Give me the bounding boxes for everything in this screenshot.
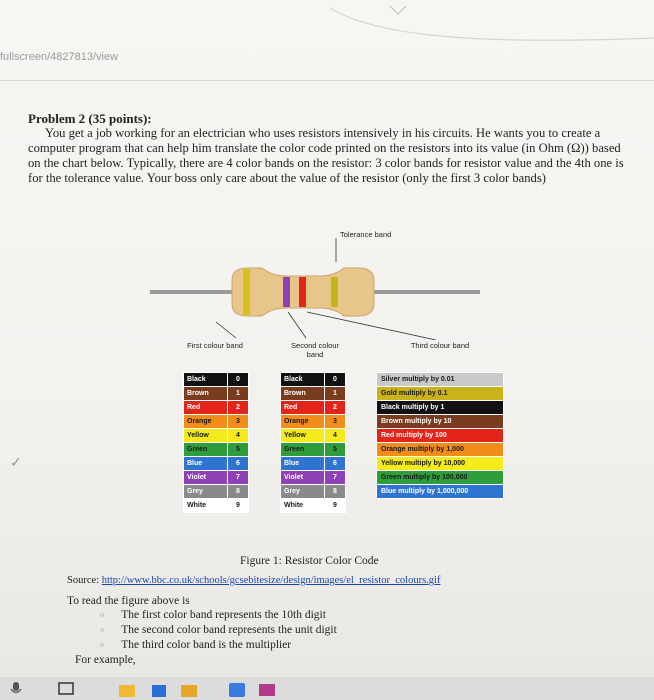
table-row	[281, 457, 346, 471]
second-color-value: 1	[325, 387, 346, 401]
second-color-value: 9	[325, 499, 346, 513]
table-row	[281, 471, 346, 485]
tolerance-band-label: Tolerance band	[340, 230, 392, 239]
multiplier-cell: Silver multiply by 0.01	[377, 373, 504, 387]
figure-source	[67, 575, 440, 586]
table-row	[377, 443, 504, 457]
table-row	[281, 401, 346, 415]
first-color-name: White	[184, 499, 228, 513]
second-color-name: Orange	[281, 415, 325, 429]
second-band-table	[280, 372, 346, 513]
table-row	[377, 457, 504, 471]
reading-instructions	[67, 594, 337, 653]
second-color-value: 8	[325, 485, 346, 499]
first-color-value: 1	[228, 387, 249, 401]
first-band-table	[183, 372, 249, 513]
table-row	[184, 471, 249, 485]
table-row	[377, 415, 504, 429]
third-pointer	[307, 312, 436, 340]
multiplier-cell: Orange multiply by 1,000	[377, 443, 504, 457]
second-color-name: White	[281, 499, 325, 513]
figure-caption: Figure 1: Resistor Color Code	[240, 555, 379, 567]
table-row	[377, 373, 504, 387]
table-row	[281, 499, 346, 513]
table-row	[377, 429, 504, 443]
second-color-name: Grey	[281, 485, 325, 499]
multiplier-table	[376, 372, 504, 499]
table-row	[281, 373, 346, 387]
first-color-value: 7	[228, 471, 249, 485]
second-color-value: 2	[325, 401, 346, 415]
second-color-name: Violet	[281, 471, 325, 485]
table-row	[377, 485, 504, 499]
second-color-name: Red	[281, 401, 325, 415]
folder-icon[interactable]	[180, 682, 198, 698]
second-color-name: Green	[281, 443, 325, 457]
multiplier-cell: Black multiply by 1	[377, 401, 504, 415]
resistor-illustration	[0, 0, 654, 340]
url-fragment: fullscreen/4827813/view	[0, 51, 119, 63]
band-second	[283, 277, 290, 307]
table-row	[184, 499, 249, 513]
table-row	[184, 429, 249, 443]
first-color-value: 4	[228, 429, 249, 443]
store-icon[interactable]	[150, 682, 168, 698]
problem-heading: Problem 2 (35 points):	[28, 111, 152, 126]
problem-paragraph: You get a job working for an electrician who uses resistors intensively in his circuits. He wants you to create a computer program that can help him translate the color code printed on the resistors into its value (in Ohm (Ω)) based on the chart below. Typically, there are 4 color bands on the resistor: 3 color bands for resistor value and the 4th one is for the tolerance value. Your boss only care about the value of the resistor (only the first 3 color bands)	[28, 126, 624, 185]
table-row	[281, 443, 346, 457]
band-third	[299, 277, 306, 307]
table-row	[281, 485, 346, 499]
first-color-value: 3	[228, 415, 249, 429]
mail-icon[interactable]	[258, 682, 276, 698]
second-color-name: Black	[281, 373, 325, 387]
first-color-value: 2	[228, 401, 249, 415]
first-color-name: Violet	[184, 471, 228, 485]
table-row	[184, 373, 249, 387]
multiplier-cell: Brown multiply by 10	[377, 415, 504, 429]
second-color-name: Yellow	[281, 429, 325, 443]
table-row	[184, 443, 249, 457]
second-color-value: 5	[325, 443, 346, 457]
table-row	[184, 457, 249, 471]
table-row	[281, 429, 346, 443]
table-row	[377, 387, 504, 401]
microphone-icon[interactable]	[8, 682, 24, 696]
table-row	[184, 401, 249, 415]
margin-mark: ✓	[10, 456, 22, 471]
second-color-value: 4	[325, 429, 346, 443]
table-row	[184, 387, 249, 401]
second-band-label: Second colour band	[291, 341, 339, 359]
first-color-name: Black	[184, 373, 228, 387]
for-example: For example,	[75, 654, 136, 666]
band-first	[243, 269, 250, 315]
first-color-name: Blue	[184, 457, 228, 471]
multiplier-cell: Yellow multiply by 10,000	[377, 457, 504, 471]
app-icon[interactable]	[228, 682, 246, 698]
table-row	[281, 387, 346, 401]
band-tolerance	[331, 277, 338, 307]
third-band-label: Third colour band	[410, 341, 470, 350]
first-color-value: 5	[228, 443, 249, 457]
multiplier-cell: Blue multiply by 1,000,000	[377, 485, 504, 499]
first-band-label: First colour band	[187, 341, 243, 350]
second-color-value: 3	[325, 415, 346, 429]
first-color-name: Red	[184, 401, 228, 415]
first-color-name: Green	[184, 443, 228, 457]
second-color-value: 6	[325, 457, 346, 471]
second-pointer	[288, 312, 306, 338]
multiplier-cell: Gold multiply by 0.1	[377, 387, 504, 401]
task-view-icon[interactable]	[58, 682, 74, 696]
first-color-name: Brown	[184, 387, 228, 401]
first-color-value: 0	[228, 373, 249, 387]
table-row	[377, 471, 504, 485]
first-color-name: Orange	[184, 415, 228, 429]
first-color-name: Grey	[184, 485, 228, 499]
source-link[interactable]: http://www.bbc.co.uk/schools/gcsebitesize/design/images/el_resistor_colours.gif	[101, 575, 441, 586]
file-explorer-icon[interactable]	[118, 682, 136, 698]
table-row	[377, 401, 504, 415]
first-color-name: Yellow	[184, 429, 228, 443]
first-color-value: 9	[228, 499, 249, 513]
second-color-value: 7	[325, 471, 346, 485]
list-item: ○ The second color band represents the unit digit	[117, 623, 337, 638]
table-row	[281, 415, 346, 429]
table-row	[184, 415, 249, 429]
second-color-value: 0	[325, 373, 346, 387]
second-color-name: Blue	[281, 457, 325, 471]
multiplier-cell: Red multiply by 100	[377, 429, 504, 443]
taskbar	[0, 677, 654, 700]
table-row	[184, 485, 249, 499]
first-pointer	[216, 322, 236, 338]
second-color-name: Brown	[281, 387, 325, 401]
source-label: Source:	[67, 575, 100, 586]
list-item: ○ The third color band is the multiplier	[117, 638, 337, 653]
reading-intro: To read the figure above is	[67, 595, 190, 607]
multiplier-cell: Green multiply by 100,000	[377, 471, 504, 485]
first-color-value: 8	[228, 485, 249, 499]
list-item: ○ The first color band represents the 10th digit	[117, 608, 337, 623]
reading-bullets	[67, 608, 337, 653]
first-color-value: 6	[228, 457, 249, 471]
